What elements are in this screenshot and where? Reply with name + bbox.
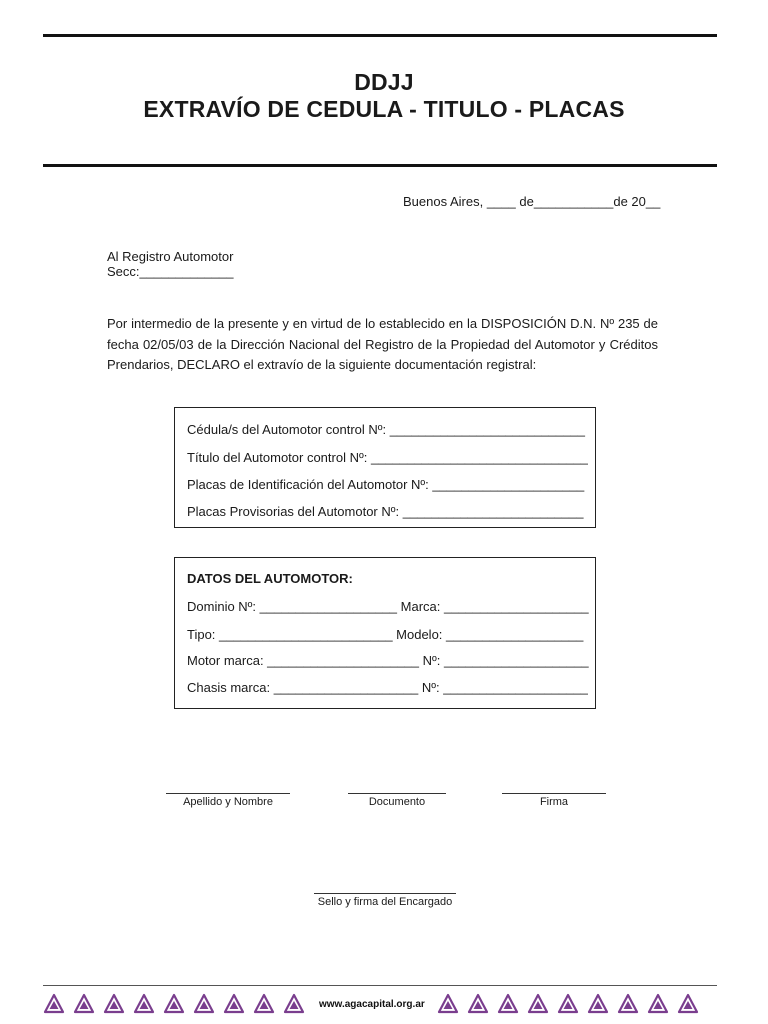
aga-triangle-logo-icon: [647, 993, 669, 1015]
header-rule: [43, 164, 717, 167]
aga-triangle-logo-icon: [557, 993, 579, 1015]
signature-firma-label: Firma: [539, 796, 569, 808]
aga-triangle-logo-icon: [677, 993, 699, 1015]
titulo-field: Título del Automotor control Nº: ______________________________: [187, 450, 588, 465]
place-date-line: Buenos Aires, ____ de___________de 20__: [403, 194, 661, 209]
chasis-field: Chasis marca: ____________________ Nº: ____________________: [187, 680, 588, 695]
tipo-modelo-field: Tipo: ________________________ Modelo: ___________________: [187, 627, 584, 642]
addressee-registry: Al Registro Automotor: [107, 249, 234, 264]
aga-triangle-logo-icon: [497, 993, 519, 1015]
signature-firma-line: [502, 793, 606, 794]
aga-triangle-logo-icon: [193, 993, 215, 1015]
addressee-section: Secc:_____________: [107, 264, 234, 279]
lost-documents-box: [174, 407, 596, 528]
aga-triangle-logo-icon: [617, 993, 639, 1015]
signature-firma: [494, 793, 614, 808]
dominio-marca-field: Dominio Nº: ___________________ Marca: ____________________: [187, 599, 589, 614]
signature-name-label: Apellido y Nombre: [183, 796, 273, 808]
vehicle-data-box: [174, 557, 596, 709]
top-rule: [43, 34, 717, 37]
aga-triangle-logo-icon: [437, 993, 459, 1015]
signature-name-line: [166, 793, 290, 794]
vehicle-data-heading: DATOS DEL AUTOMOTOR:: [187, 571, 353, 586]
footer: [43, 992, 717, 1016]
aga-triangle-logo-icon: [73, 993, 95, 1015]
aga-triangle-logo-icon: [223, 993, 245, 1015]
signature-name: [160, 793, 296, 808]
aga-triangle-logo-icon: [43, 993, 65, 1015]
signature-document-line: [348, 793, 446, 794]
footer-rule: [43, 985, 717, 986]
placas-provisorias-field: Placas Provisorias del Automotor Nº: _________________________: [187, 504, 584, 519]
seal-signature-label: Sello y firma del Encargado: [317, 896, 453, 908]
signature-document-label: Documento: [368, 796, 426, 808]
signature-document: [335, 793, 459, 808]
placas-identificacion-field: Placas de Identificación del Automotor Nº: _____________________: [187, 477, 585, 492]
seal-signature: [305, 893, 465, 908]
declaration-paragraph: Por intermedio de la presente y en virtud de lo establecido en la DISPOSICIÓN D.N. Nº 235 de fecha 02/05/03 de la Dirección Nacional del Registro de la Propiedad del Automotor y Créditos Prendarios, DECLARO el extravío de la siguiente documentación registral:: [107, 316, 658, 372]
seal-signature-line: [314, 893, 456, 894]
cedula-field: Cédula/s del Automotor control Nº: ___________________________: [187, 422, 585, 437]
aga-triangle-logo-icon: [163, 993, 185, 1015]
aga-triangle-logo-icon: [283, 993, 305, 1015]
aga-triangle-logo-icon: [253, 993, 275, 1015]
aga-triangle-logo-icon: [133, 993, 155, 1015]
footer-url: www.agacapital.org.ar: [319, 998, 425, 1010]
page-title: EXTRAVÍO DE CEDULA - TITULO - PLACAS: [143, 96, 625, 122]
aga-triangle-logo-icon: [527, 993, 549, 1015]
title-ddjj: DDJJ: [354, 69, 414, 95]
aga-triangle-logo-icon: [467, 993, 489, 1015]
aga-triangle-logo-icon: [103, 993, 125, 1015]
motor-field: Motor marca: _____________________ Nº: ____________________: [187, 653, 589, 668]
aga-triangle-logo-icon: [587, 993, 609, 1015]
